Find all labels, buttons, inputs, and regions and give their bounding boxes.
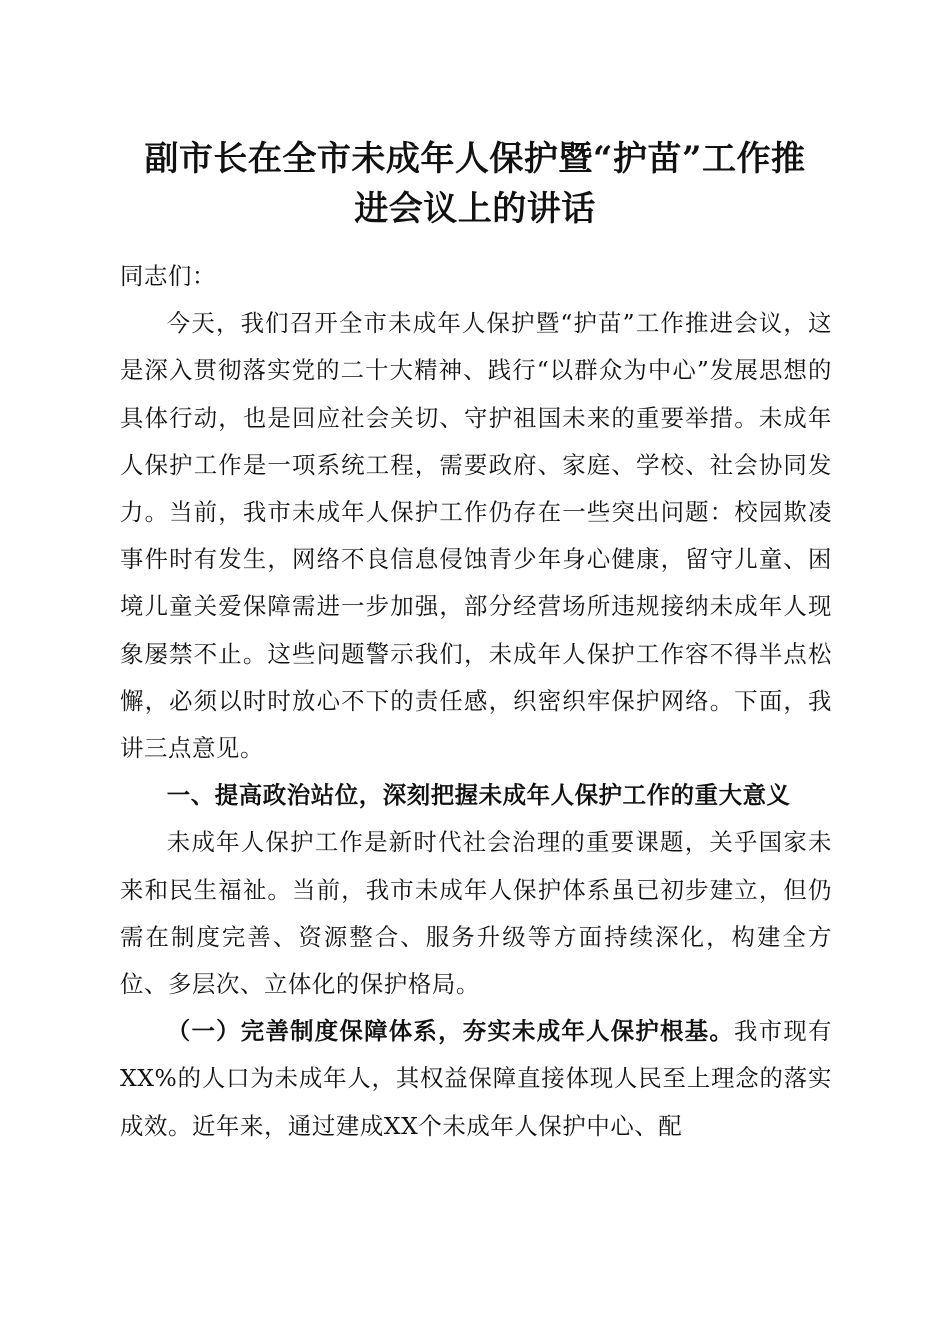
- paragraph-subsection-1: [120, 1008, 832, 1150]
- section-heading-1: 一、提高政治站位，深刻把握未成年人保护工作的重大意义: [166, 781, 791, 810]
- document-title: [110, 134, 840, 234]
- subsection-lead: （一）完善制度保障体系，夯实未成年人保护根基。: [166, 1017, 735, 1046]
- paragraph-section-1: 未成年人保护工作是新时代社会治理的重要课题，关乎国家未来和民生福祉。当前，我市未成年人保护体系虽已初步建立，但仍需在制度完善、资源整合、服务升级等方面持续深化，构建全方位、多层次、立体化的保护格局。: [120, 828, 832, 999]
- salutation: 同志们：: [120, 262, 216, 290]
- subsection-text: 我市现有XX%的人口为未成年人，其权益保障直接体现人民至上理念的落实成效。近年来，通过建成XX个未成年人保护中心、配: [120, 1017, 832, 1140]
- title-line-2: 进会议上的讲话: [354, 189, 596, 229]
- paragraph-intro: 今天，我们召开全市未成年人保护暨“护苗”工作推进会议，这是深入贯彻落实党的二十大精神、践行“以群众为中心”发展思想的具体行动，也是回应社会关切、守护祖国未来的重要举措。未成年人保护工作是一项系统工程，需要政府、家庭、学校、社会协同发力。当前，我市未成年人保护工作仍存在一些突出问题：校园欺凌事件时有发生，网络不良信息侵蚀青少年身心健康，留守儿童、困境儿童关爱保障需进一步加强，部分经营场所违规接纳未成年人现象屡禁不止。这些问题警示我们，未成年人保护工作容不得半点松懈，必须以时时放心不下的责任感，织密织牢保护网络。下面，我讲三点意见。: [120, 309, 832, 763]
- title-line-1: 副市长在全市未成年人保护暨“护苗”工作推: [144, 139, 806, 179]
- document-body: [120, 253, 832, 1150]
